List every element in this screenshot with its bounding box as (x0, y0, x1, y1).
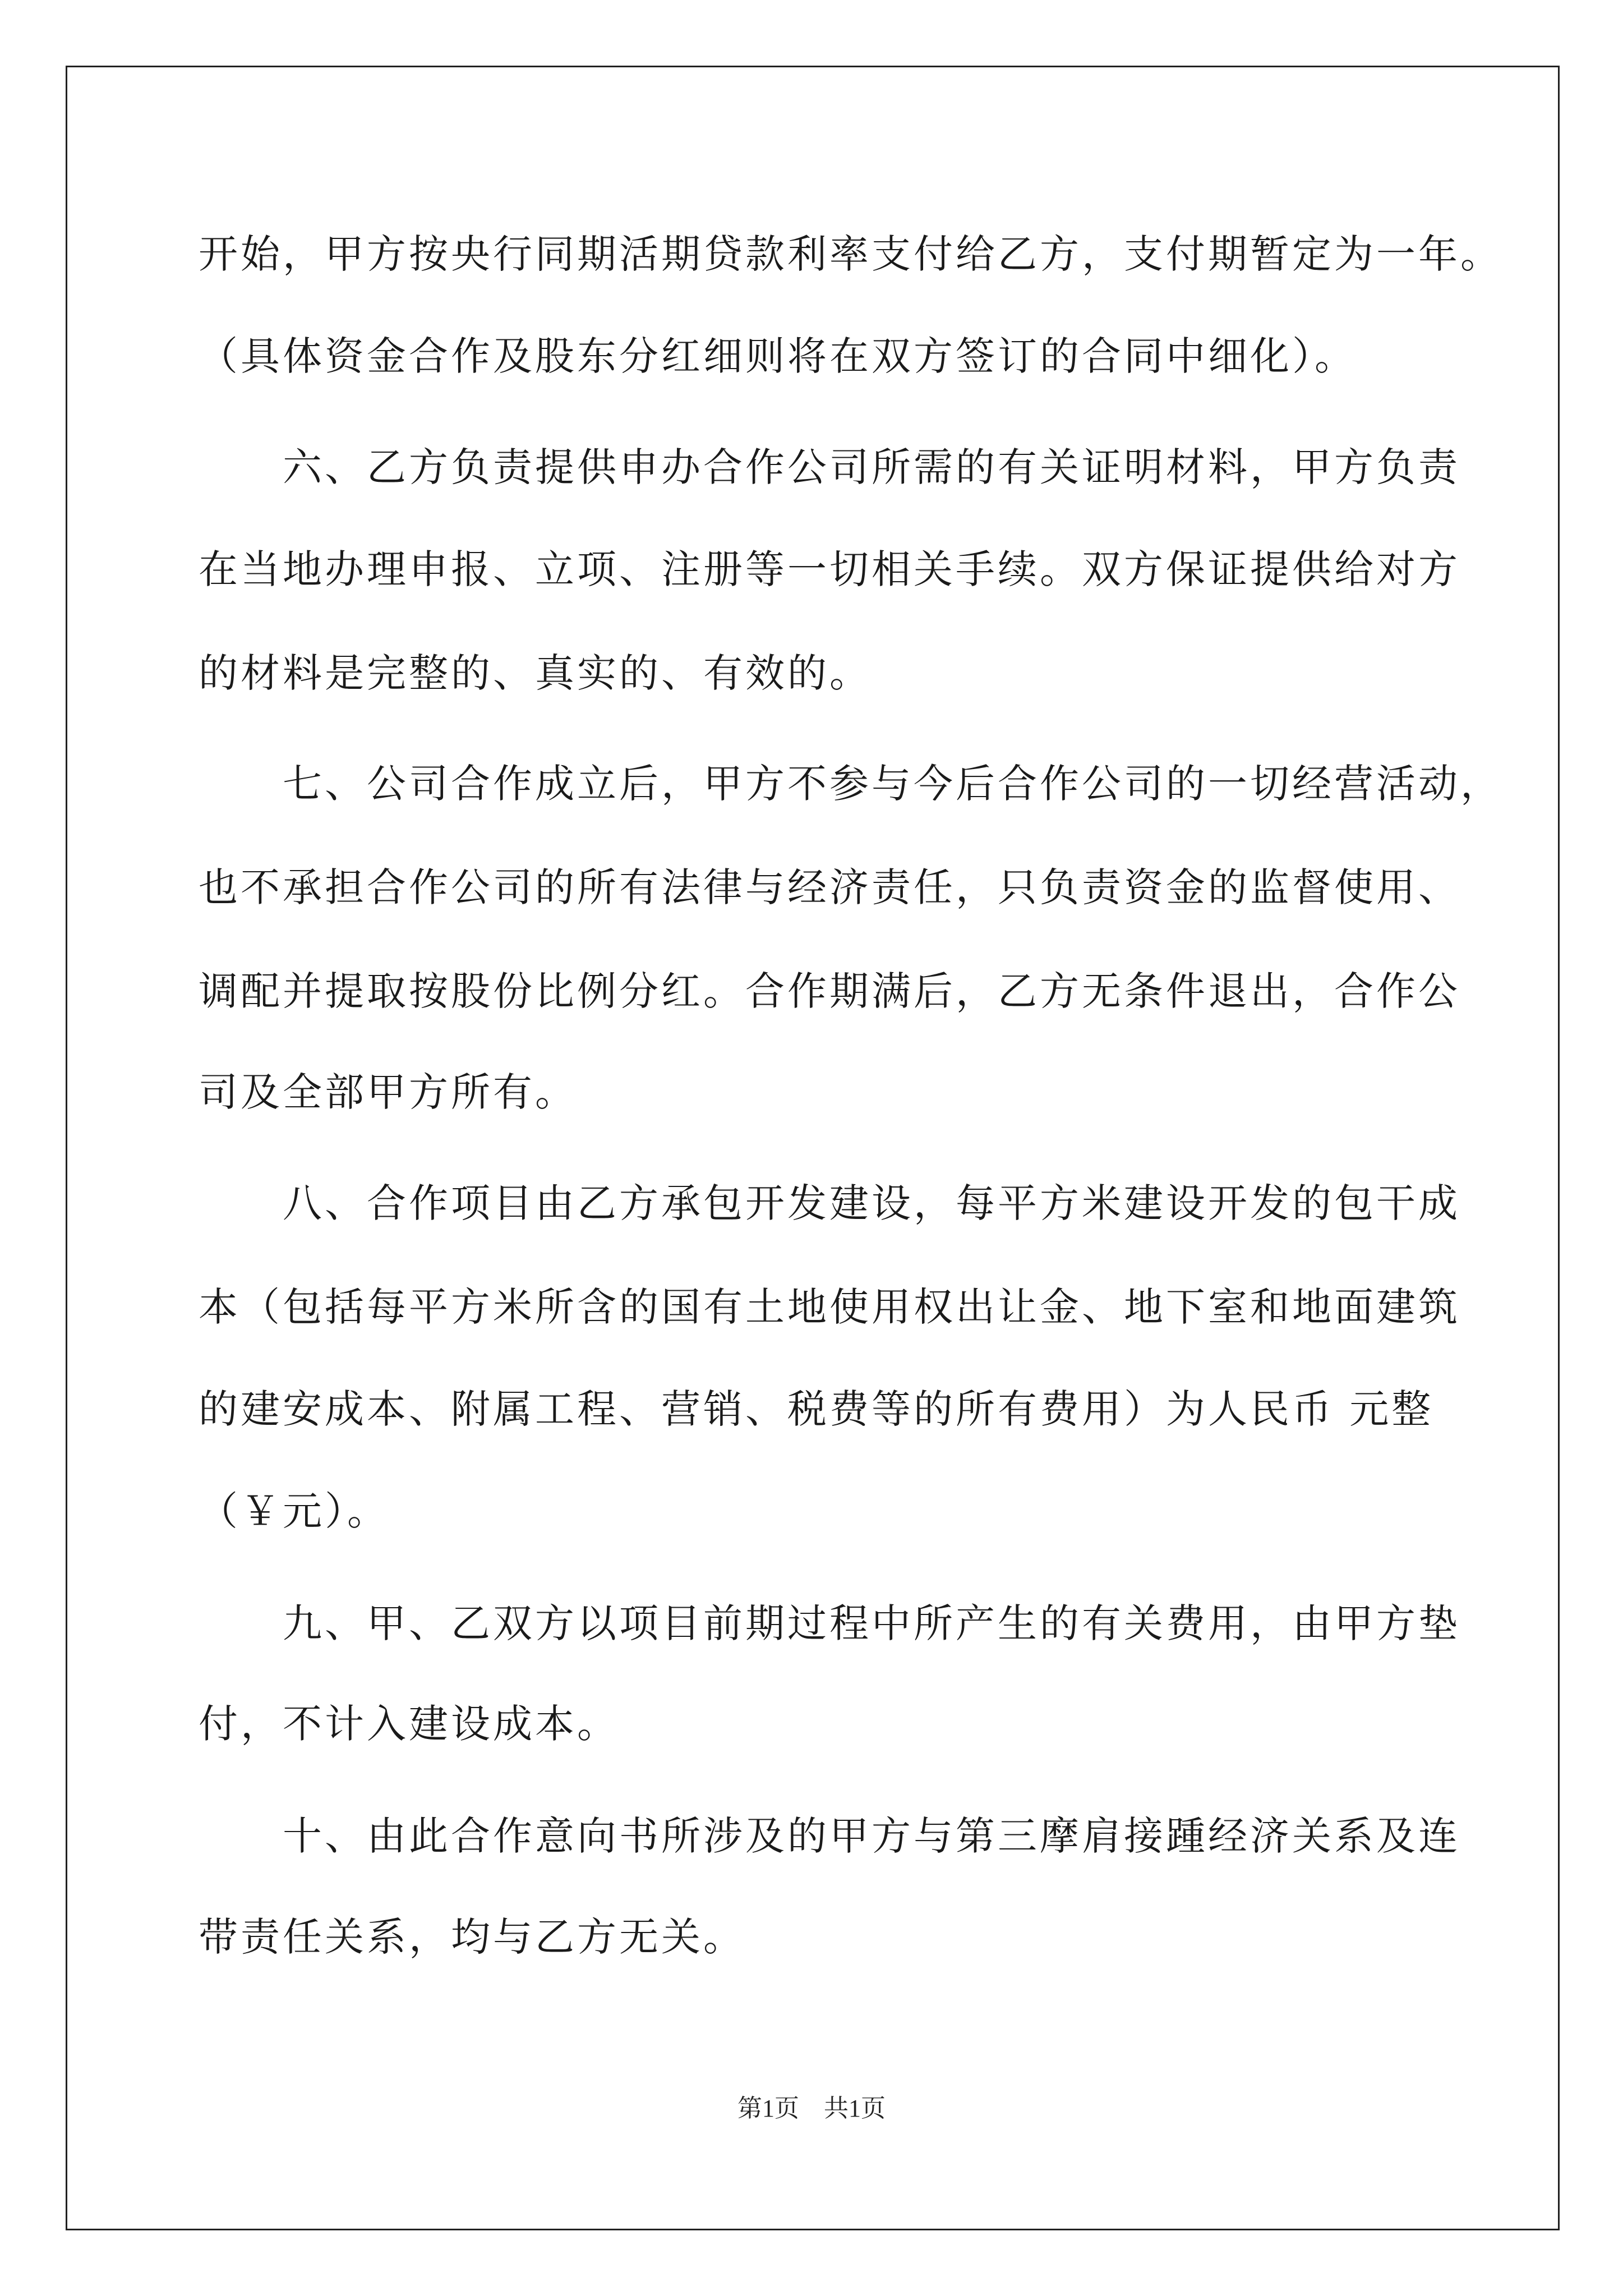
text-line: 七、公司合作成立后，甲方不参与今后合作公司的一切经营活动， (199, 761, 1502, 807)
text-line: 带责任关系，均与乙方无关。 (199, 1914, 745, 1960)
page-number: 第1页 共1页 (737, 2095, 886, 2122)
text-line: 司及全部甲方所有。 (199, 1069, 577, 1115)
text-line: 十、由此合作意向书所涉及的甲方与第三摩肩接踵经济关系及连 (199, 1813, 1460, 1859)
text-line: 六、乙方负责提供申办合作公司所需的有关证明材料，甲方负责 (199, 444, 1460, 490)
text-line: （￥元）。 (199, 1488, 389, 1534)
text-line: 九、甲、乙双方以项目前期过程中所产生的有关费用，由甲方垫 (199, 1600, 1460, 1646)
text-line: 八、合作项目由乙方承包开发建设，每平方米建设开发的包干成 (199, 1180, 1460, 1226)
text-line: 的材料是完整的、真实的、有效的。 (199, 650, 872, 696)
text-line: 也不承担合作公司的所有法律与经济责任，只负责资金的监督使用、 (199, 864, 1460, 910)
text-line: 付，不计入建设成本。 (199, 1701, 619, 1747)
text-line: 的建安成本、附属工程、营销、税费等的所有费用）为人民币 元整 (199, 1386, 1434, 1432)
text-line: （具体资金合作及股东分红细则将在双方签订的合同中细化）。 (199, 333, 1357, 379)
page-border (66, 66, 1560, 2230)
text-line: 调配并提取按股份比例分红。合作期满后，乙方无条件退出，合作公 (199, 968, 1460, 1014)
text-line: 本（包括每平方米所含的国有土地使用权出让金、地下室和地面建筑 (199, 1284, 1460, 1330)
text-line: 在当地办理申报、立项、注册等一切相关手续。双方保证提供给对方 (199, 546, 1460, 592)
text-line: 开始，甲方按央行同期活期贷款利率支付给乙方，支付期暂定为一年。 (199, 231, 1502, 277)
